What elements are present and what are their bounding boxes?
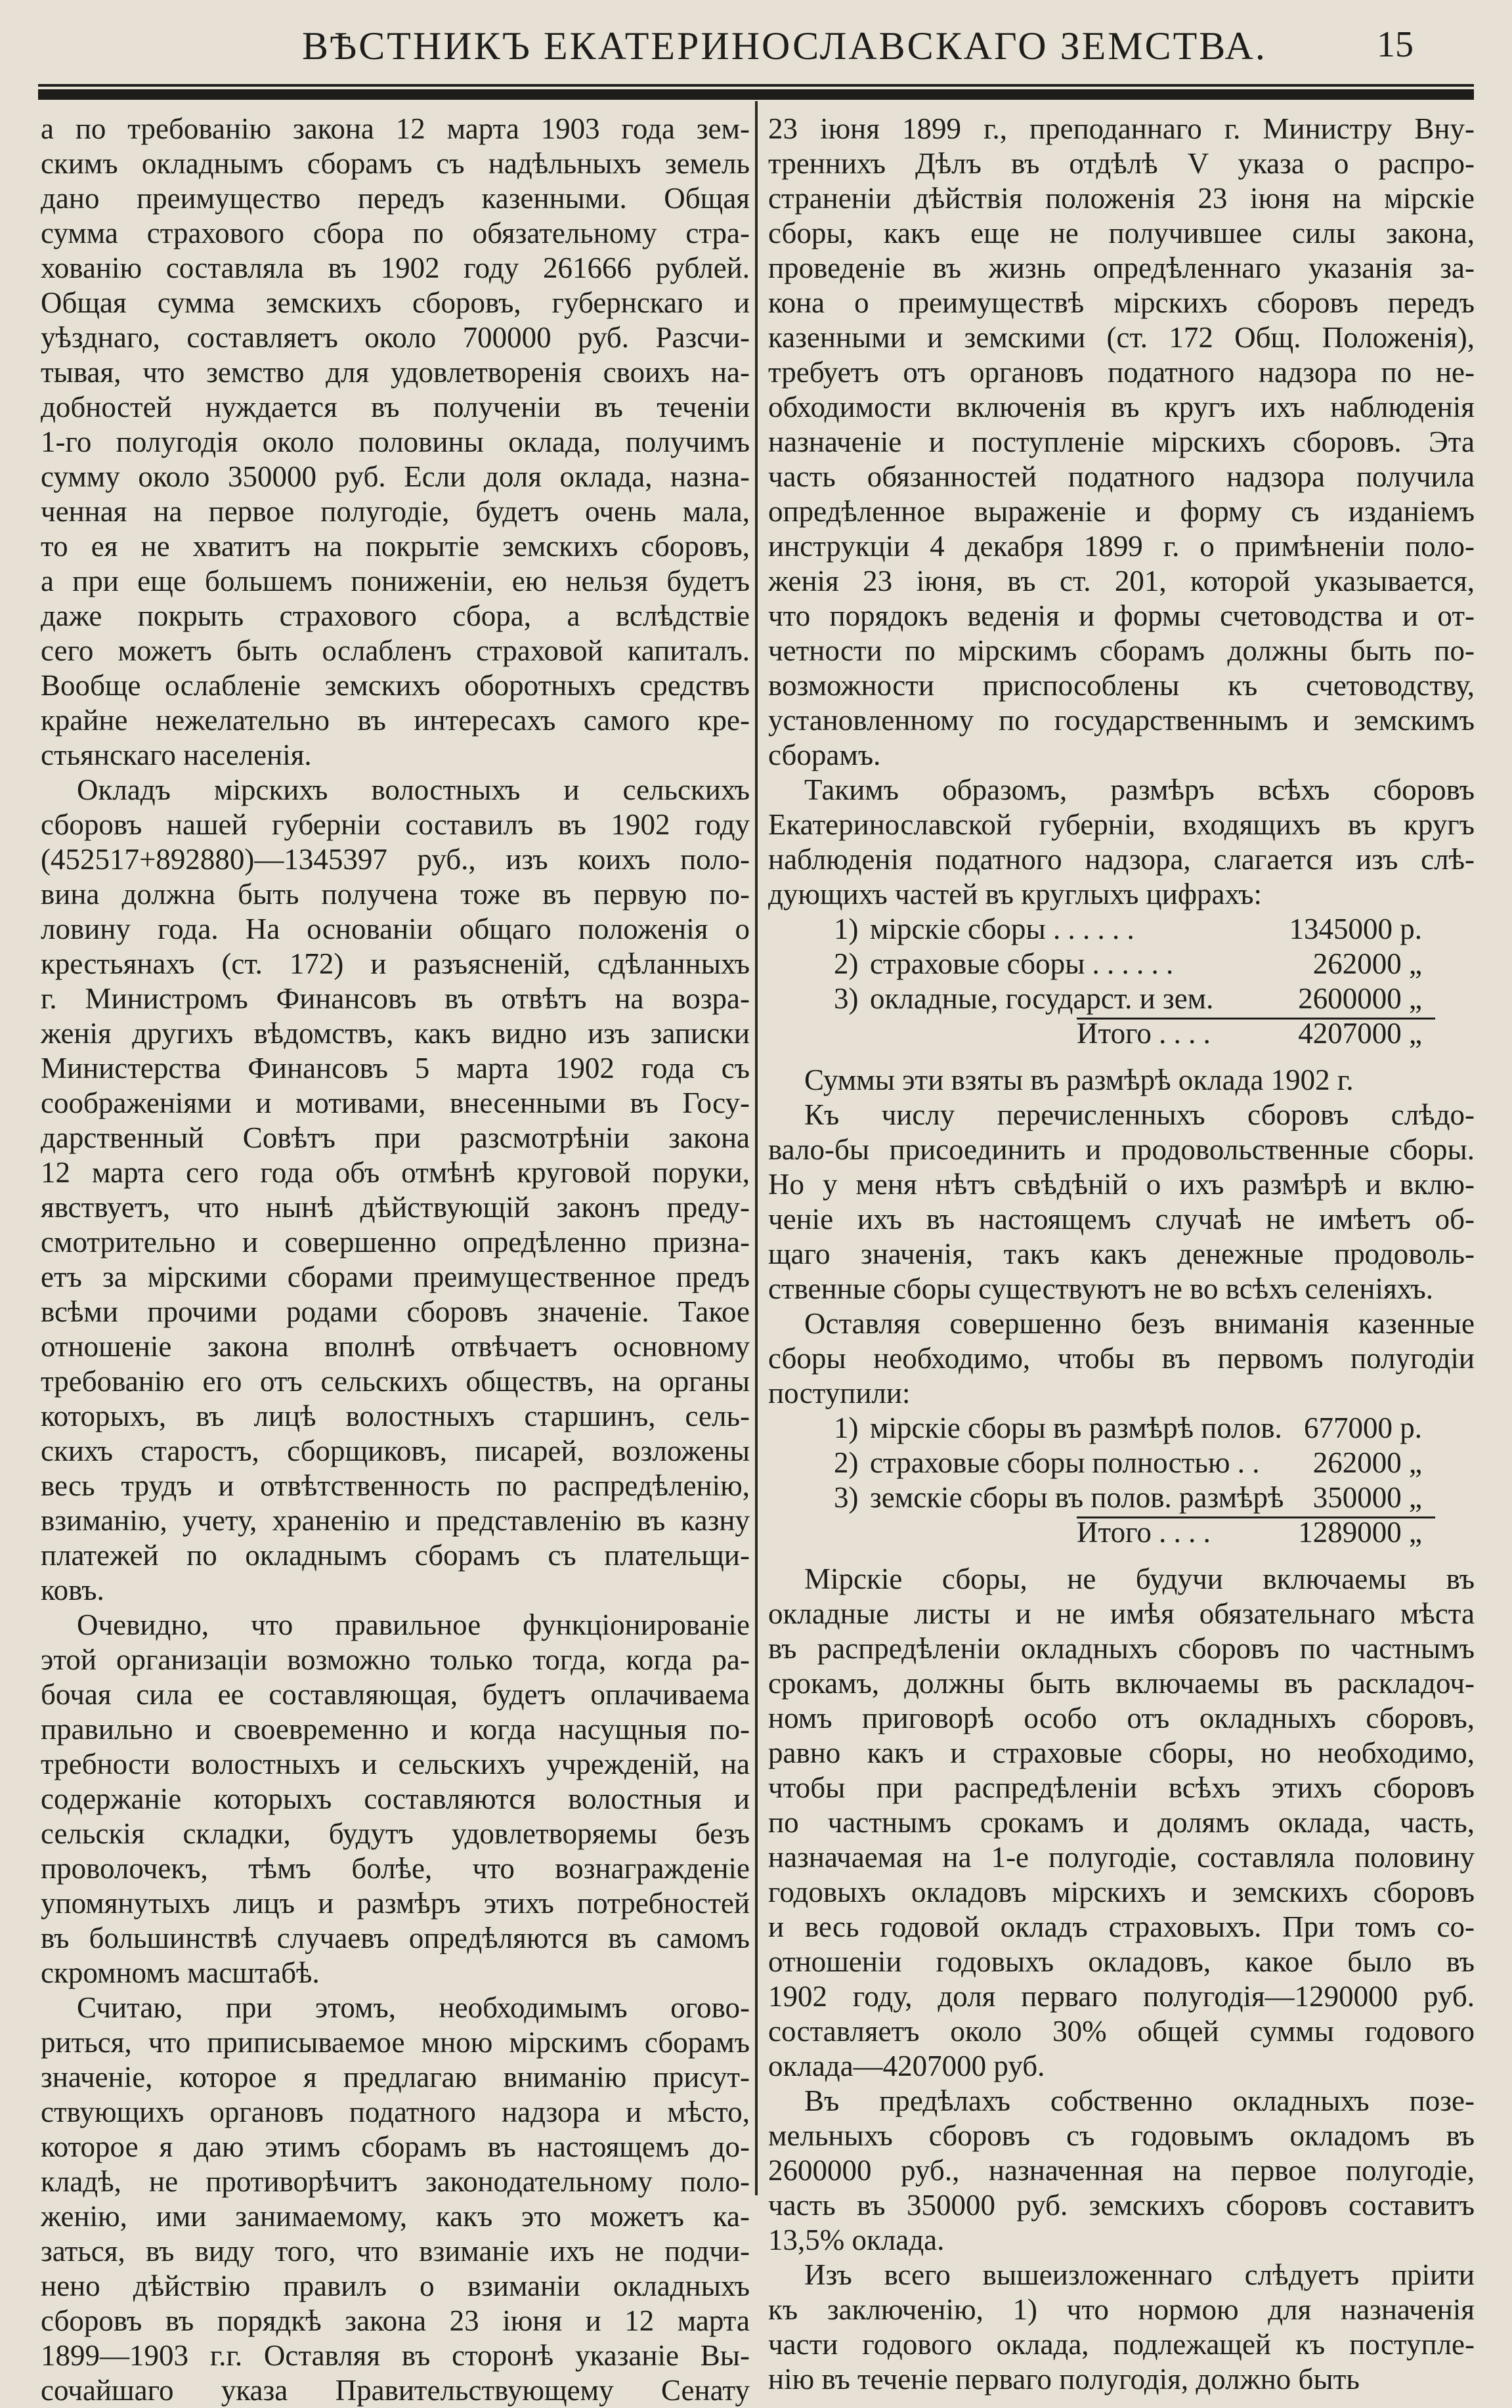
text-line: этой организаціи возможно только тогда, когда ра-: [41, 1643, 750, 1676]
text-line: женія 23 іюня, въ ст. 201, которой указывается,: [768, 565, 1475, 597]
text-line: Екатеринославской губерніи, входящихъ въ кругъ: [768, 808, 1475, 841]
text-line: Министерства Финансовъ 5 марта 1902 года съ: [41, 1052, 750, 1085]
text-line: которыхъ, въ лицѣ волостныхъ старшинъ, сель-: [41, 1400, 750, 1432]
list-item: [768, 947, 1475, 981]
text-line: Общая сумма земскихъ сборовъ, губернскаго и: [41, 286, 750, 319]
text-line: дующихъ частей въ круглыхъ цифрахъ:: [768, 878, 1263, 911]
list-item-number: 1): [834, 913, 859, 945]
text-line: сборовъ нашей губерніи составилъ въ 1902 году: [41, 808, 750, 841]
header-rule-thin: [38, 84, 1474, 87]
text-line: треннихъ Дѣлъ въ отдѣлѣ V указа о распро-: [768, 147, 1475, 180]
text-line: 12 марта сего года объ отмѣнѣ круговой поруки,: [41, 1156, 750, 1189]
text-line: сборамъ.: [768, 739, 881, 771]
right-column: [768, 112, 1475, 2397]
text-line: тывая, что земство для удовлетворенія своихъ на-: [41, 356, 750, 389]
text-line: етъ за мірскими сборами преимущественное предъ: [41, 1260, 750, 1293]
left-column: [41, 112, 750, 2408]
text-line: 1899—1903 г.г. Оставляя въ сторонѣ указаніе Вы-: [41, 2339, 750, 2372]
text-line: уѣзднаго, составляетъ около 700000 руб. Разсчи-: [41, 321, 750, 354]
text-line: требованію его отъ сельскихъ обществъ, на органы: [41, 1365, 750, 1398]
text-line: крестьянахъ (ст. 172) и разъясненій, сдѣланныхъ: [41, 947, 750, 980]
text-line: весь трудъ и отвѣтственность по распредѣленію,: [41, 1469, 750, 1502]
text-line: годовыхъ окладовъ мірскихъ и земскихъ сборовъ: [768, 1876, 1475, 1908]
text-line: назначеніе и поступленіе мірскихъ сборовъ. Эта: [768, 425, 1475, 458]
list-item-amount: 262000 „: [1312, 1446, 1422, 1479]
list-item: [768, 912, 1475, 947]
column-divider: [755, 101, 758, 2195]
text-line: окладные листы и не имѣя обязательнаго мѣста: [768, 1597, 1475, 1630]
text-line: явствуетъ, что нынѣ дѣйствующій законъ преду-: [41, 1191, 750, 1224]
fees-total-amount: 4207000 „: [1298, 1017, 1422, 1050]
fees-total-row: [768, 1016, 1475, 1051]
text-line: Въ предѣлахъ собственно окладныхъ позе-: [804, 2084, 1475, 2117]
text-line: 2600000 руб., назначенная на первое полугодіе,: [768, 2154, 1475, 2187]
text-line: Очевидно, что правильное функціонированіе: [77, 1608, 750, 1641]
text-line: упомянутыхъ лицъ и размѣръ этихъ потребностей: [41, 1887, 750, 1920]
fees-total-label: Итого . . . .: [1077, 1017, 1211, 1050]
text-line: опредѣленное выраженіе и форму съ изданіемъ: [768, 495, 1475, 528]
text-line: инструкціи 4 декабря 1899 г. о примѣненіи поло-: [768, 530, 1475, 563]
text-line: назначаемая на 1-е полугодіе, составляла половину: [768, 1841, 1475, 1874]
text-line: скимъ окладнымъ сборамъ съ надѣльныхъ земель: [41, 147, 750, 180]
text-line: сочайшаго указа Правительствующему Сенату: [41, 2374, 750, 2407]
page-number: 15: [1377, 24, 1414, 65]
text-line: 13,5% оклада.: [768, 2224, 945, 2256]
text-line: нію въ теченіе перваго полугодія, должно быть: [768, 2363, 1360, 2396]
list-item-number: 3): [834, 1481, 859, 1514]
text-line: г. Министромъ Финансовъ въ отвѣтъ на возра-: [41, 982, 750, 1015]
text-line: возможности приспособлены къ счетоводству,: [768, 669, 1475, 702]
text-line: то ея не хватитъ на покрытіе земскихъ сборовъ,: [41, 530, 750, 563]
text-line: сборы, какъ еще не получившее силы закона,: [768, 217, 1475, 249]
text-line: которое я даю этимъ сборамъ въ настоящемъ до-: [41, 2130, 750, 2163]
text-line: всѣми прочими родами сборовъ значеніе. Такое: [41, 1295, 750, 1328]
text-line: четности по мірскимъ сборамъ должны быть по-: [768, 634, 1475, 667]
text-line: что порядокъ веденія и формы счетоводства и от-: [768, 599, 1475, 632]
list-item-text: земскіе сборы въ полов. размѣрѣ: [870, 1481, 1284, 1514]
text-line: 1-го полугодія около половины оклада, получимъ: [41, 425, 750, 458]
list-item-text: страховые сборы . . . . . .: [870, 947, 1174, 980]
list-item: [768, 981, 1475, 1016]
text-line: (452517+892880)—1345397 руб., изъ коихъ поло-: [41, 843, 750, 876]
right-paragraphs-2: [768, 1063, 1475, 1411]
text-line: оклада—4207000 руб.: [768, 2050, 1045, 2082]
right-paragraphs-1: [768, 112, 1475, 912]
text-line: Суммы эти взяты въ размѣрѣ оклада 1902 г.: [804, 1064, 1354, 1096]
text-line: мельныхъ сборовъ съ годовымъ окладомъ въ: [768, 2119, 1475, 2152]
list-item-amount: 2600000 „: [1298, 982, 1422, 1015]
text-line: часть обязанностей податного надзора получила: [768, 460, 1475, 493]
text-line: къ заключенію, 1) что нормою для назначенія: [768, 2293, 1475, 2326]
list-item-text: окладные, государст. и зем.: [870, 982, 1214, 1015]
text-line: Вообще ослабленіе земскихъ оборотныхъ средствъ: [41, 669, 750, 702]
right-paragraphs-3: [768, 1562, 1475, 2397]
list-item-number: 1): [834, 1411, 859, 1444]
text-line: обходимости включенія въ кругъ ихъ наблюденія: [768, 391, 1475, 423]
list-item-amount: 350000 „: [1312, 1481, 1422, 1514]
list-item-text: страховые сборы полностью . .: [870, 1446, 1260, 1479]
text-line: вина должна быть получена тоже въ первую по-: [41, 878, 750, 911]
list-item-text: мірскіе сборы въ размѣрѣ полов.: [870, 1411, 1282, 1444]
page-header: [39, 14, 1473, 87]
list-item-number: 2): [834, 1446, 859, 1479]
list-item-amount: 262000 „: [1312, 947, 1422, 980]
text-line: кона о преимуществѣ мірскихъ сборовъ передъ: [768, 286, 1475, 319]
text-line: дано преимущество передъ казенными. Общая: [41, 182, 750, 215]
text-line: отношеніи годовыхъ окладовъ, какое было въ: [768, 1945, 1475, 1978]
text-line: сборовъ въ порядкѣ закона 23 іюня и 12 марта: [41, 2304, 750, 2337]
text-line: 23 іюня 1899 г., преподаннаго г. Министру Вну-: [768, 112, 1475, 145]
text-line: номъ приговорѣ особо отъ окладныхъ сборовъ,: [768, 1702, 1475, 1734]
text-line: ловину года. На основаніи общаго положенія о: [41, 913, 750, 945]
text-line: и весь годовой окладъ страховыхъ. При томъ со-: [768, 1910, 1475, 1943]
text-line: кладѣ, не противорѣчитъ законодательному поло-: [41, 2165, 750, 2198]
list-item: [768, 1446, 1475, 1480]
text-line: заться, въ виду того, что взиманіе ихъ не подчи-: [41, 2235, 750, 2268]
journal-title: ВѢСТНИКЪ ЕКАТЕРИНОСЛАВСКАГО ЗЕМСТВА.: [302, 24, 1267, 68]
list-item-amount: 677000 р.: [1304, 1411, 1422, 1444]
text-line: чтобы при распредѣленіи всѣхъ этихъ сборовъ: [768, 1771, 1475, 1804]
text-line: добностей нуждается въ полученіи въ теченіи: [41, 391, 750, 423]
text-line: казенными и земскими (ст. 172 Общ. Положенія),: [768, 321, 1475, 354]
text-line: Оставляя совершенно безъ вниманія казенные: [804, 1307, 1475, 1340]
text-line: крайне нежелательно въ интересахъ самого кре-: [41, 704, 750, 737]
text-line: риться, что приписываемое мною мірскимъ сборамъ: [41, 2026, 750, 2059]
text-line: составляетъ около 30% общей суммы годового: [768, 2015, 1475, 2048]
text-line: правильно и своевременно и когда насущныя по-: [41, 1713, 750, 1746]
text-line: Считаю, при этомъ, необходимымъ огово-: [77, 1991, 750, 2024]
text-line: нено дѣйствію правилъ о взиманіи окладныхъ: [41, 2269, 750, 2302]
text-line: срокамъ, должны быть включаемы въ раскладоч-: [768, 1667, 1475, 1700]
text-line: женію, ими занимаемому, какъ это можетъ ка-: [41, 2200, 750, 2233]
text-line: проведеніе въ жизнь опредѣленнаго указанія за-: [768, 251, 1475, 284]
text-line: сего можетъ быть ослабленъ страховой капиталъ.: [41, 634, 750, 667]
text-line: проволочекъ, тѣмъ болѣе, что вознагражденіе: [41, 1852, 750, 1885]
text-line: отношеніе закона вполнѣ отвѣчаетъ основному: [41, 1330, 750, 1363]
text-line: ковъ.: [41, 1574, 104, 1606]
text-line: въ распредѣленіи окладныхъ сборовъ по частнымъ: [768, 1632, 1475, 1665]
list-item: [768, 1480, 1475, 1515]
text-line: скромномъ масштабѣ.: [41, 1956, 320, 1989]
text-line: платежей по окладнымъ сборамъ съ плательщи-: [41, 1539, 750, 1572]
text-line: ствующихъ органовъ податного надзора и мѣсто,: [41, 2096, 750, 2128]
text-line: страненіи дѣйствія положенія 23 іюня на мірскіе: [768, 182, 1475, 215]
text-line: скихъ старостъ, сборщиковъ, писарей, возложены: [41, 1434, 750, 1467]
text-line: сборы необходимо, чтобы въ первомъ полугодіи: [768, 1342, 1475, 1375]
list-item-text: мірскіе сборы . . . . . .: [870, 913, 1134, 945]
list-item: [768, 1411, 1475, 1446]
text-line: въ большинствѣ случаевъ опредѣляются въ самомъ: [41, 1922, 750, 1954]
text-line: Окладъ мірскихъ волостныхъ и сельскихъ: [77, 773, 750, 806]
text-line: ственные сборы существуютъ не во всѣхъ селеніяхъ.: [768, 1272, 1434, 1305]
fees-list: [768, 912, 1475, 1016]
text-line: наблюденія податного надзора, слагается изъ слѣ-: [768, 843, 1475, 876]
text-line: стьянскаго населенія.: [41, 739, 312, 771]
first-half-total-label: Итого . . . .: [1077, 1516, 1211, 1549]
text-line: равно какъ и страховые сборы, но необходимо,: [768, 1736, 1475, 1769]
text-line: хованію составляла въ 1902 году 261666 рублей.: [41, 251, 750, 284]
text-line: ченная на первое полугодіе, будетъ очень мала,: [41, 495, 750, 528]
header-rule-thick: [38, 89, 1474, 100]
text-line: бочая сила ее составляющая, будетъ оплачиваема: [41, 1678, 750, 1711]
text-line: поступили:: [768, 1377, 911, 1409]
text-line: сельскія складки, будутъ удовлетворяемы безъ: [41, 1817, 750, 1850]
text-line: Мірскіе сборы, не будучи включаемы въ: [804, 1562, 1475, 1595]
text-line: установленному по государственнымъ и земскимъ: [768, 704, 1475, 737]
text-line: сумму около 350000 руб. Если доля оклада, назна-: [41, 460, 750, 493]
text-line: 1902 году, доля перваго полугодія—1290000 руб.: [768, 1980, 1475, 2013]
text-line: сумма страхового сбора по обязательному стра-: [41, 217, 750, 249]
first-half-list: [768, 1411, 1475, 1515]
first-half-total-row: [768, 1515, 1475, 1550]
text-line: а по требованію закона 12 марта 1903 года зем-: [41, 112, 750, 145]
text-line: часть въ 350000 руб. земскихъ сборовъ составитъ: [768, 2189, 1475, 2222]
text-line: содержаніе которыхъ составляются волостныя и: [41, 1782, 750, 1815]
text-line: части годового оклада, подлежащей къ поступле-: [768, 2328, 1475, 2361]
text-line: смотрительно и совершенно опредѣленно призна-: [41, 1226, 750, 1258]
text-line: требуетъ отъ органовъ податного надзора по не-: [768, 356, 1475, 389]
text-line: взиманію, учету, храненію и представленію въ казну: [41, 1504, 750, 1537]
list-item-amount: 1345000 р.: [1289, 913, 1422, 945]
list-item-number: 2): [834, 947, 859, 980]
text-line: требности волостныхъ и сельскихъ учрежденій, на: [41, 1748, 750, 1780]
text-line: Къ числу перечисленныхъ сборовъ слѣдо-: [804, 1098, 1475, 1131]
text-line: даже покрыть страхового сбора, а вслѣдствіе: [41, 599, 750, 632]
text-line: щаго значенія, такъ какъ денежные продоволь-: [768, 1237, 1475, 1270]
text-line: ченіе ихъ въ настоящемъ случаѣ не имѣетъ об-: [768, 1203, 1475, 1236]
list-item-number: 3): [834, 982, 859, 1015]
text-line: вало-бы присоединить и продовольственные сборы.: [768, 1133, 1475, 1166]
text-line: женія другихъ вѣдомствъ, какъ видно изъ записки: [41, 1017, 750, 1050]
text-line: дарственный Совѣтъ при разсмотрѣніи закона: [41, 1121, 750, 1154]
text-line: значеніе, которое я предлагаю вниманію присут-: [41, 2061, 750, 2094]
text-line: Изъ всего вышеизложеннаго слѣдуетъ пріити: [804, 2258, 1475, 2291]
text-line: по частнымъ срокамъ и долямъ оклада, часть,: [768, 1806, 1475, 1839]
text-line: а при еще большемъ пониженіи, ею нельзя будетъ: [41, 565, 750, 597]
text-line: Такимъ образомъ, размѣръ всѣхъ сборовъ: [804, 773, 1475, 806]
text-line: Но у меня нѣтъ свѣдѣній о ихъ размѣрѣ и вклю-: [768, 1168, 1475, 1201]
text-line: соображеніями и мотивами, внесенными въ Госу-: [41, 1086, 750, 1119]
first-half-total-amount: 1289000 „: [1298, 1516, 1422, 1549]
